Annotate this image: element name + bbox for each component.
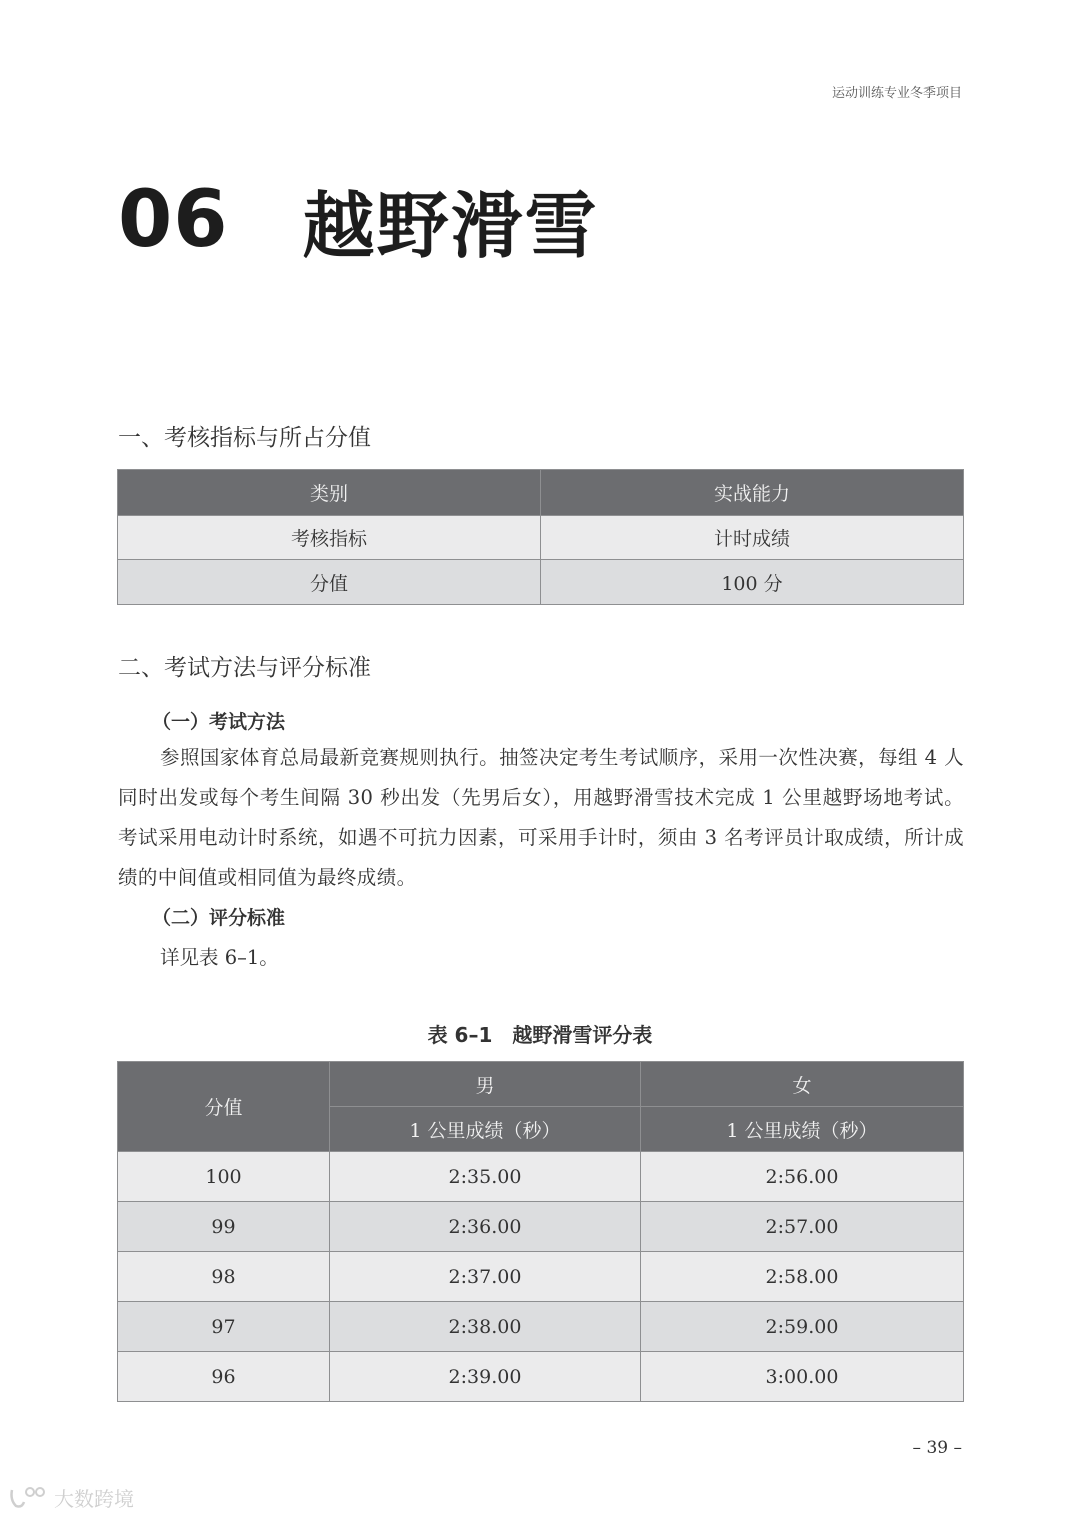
table-row: [118, 1252, 964, 1302]
header-female-1km: 1 公里成绩（秒）: [641, 1107, 964, 1152]
header-male: 男: [330, 1062, 641, 1107]
table-row: [118, 516, 964, 560]
header-score: 分值: [118, 1062, 330, 1152]
scoring-reference-text: 详见表 6–1。: [160, 946, 279, 969]
score-cell: 98: [118, 1252, 330, 1302]
section-heading-indicators: 一、考核指标与所占分值: [118, 425, 371, 451]
score-table: [117, 1061, 964, 1402]
watermark-text: 大数跨境: [54, 1487, 134, 1511]
section-heading-method: 二、考试方法与评分标准: [118, 655, 371, 681]
subheading-exam-method: （一）考试方法: [152, 711, 286, 733]
header-male-1km: 1 公里成绩（秒）: [330, 1107, 641, 1152]
watermark: [8, 1483, 134, 1512]
score-cell: 100: [118, 1152, 330, 1202]
male-time-cell: 2:35.00: [330, 1152, 641, 1202]
male-time-cell: 2:37.00: [330, 1252, 641, 1302]
table-row: [118, 1302, 964, 1352]
female-time-cell: 2:56.00: [641, 1152, 964, 1202]
table-row: [118, 560, 964, 605]
indicator-table: [117, 469, 964, 605]
chapter-title: [118, 168, 599, 272]
chapter-name: 越野滑雪: [302, 184, 599, 268]
score-cell: 96: [118, 1352, 330, 1402]
table-header-cell: 类别: [118, 470, 541, 516]
female-time-cell: 2:57.00: [641, 1202, 964, 1252]
male-time-cell: 2:39.00: [330, 1352, 641, 1402]
score-cell: 99: [118, 1202, 330, 1252]
table-row: [118, 1352, 964, 1402]
table-header-cell: 实战能力: [541, 470, 964, 516]
header-female: 女: [641, 1062, 964, 1107]
exam-method-paragraph: 参照国家体育总局最新竞赛规则执行。抽签决定考生考试顺序，采用一次性决赛，每组 4 人同时出发或每个考生间隔 30 秒出发（先男后女），用越野滑雪技术完成 1 公里越野场地考试。考试采用电动计时系统，如遇不可抗力因素，可采用手计时，须由 3 名考评员计取成绩，所计成绩的中间值或相同值为最终成绩。: [118, 746, 964, 889]
female-time-cell: 2:58.00: [641, 1252, 964, 1302]
chapter-number: 06: [118, 175, 229, 265]
table-cell: 计时成绩: [541, 516, 964, 560]
table-cell: 考核指标: [118, 516, 541, 560]
page-number: – 39 –: [912, 1438, 962, 1458]
score-cell: 97: [118, 1302, 330, 1352]
male-time-cell: 2:38.00: [330, 1302, 641, 1352]
table-caption: 表 6–1 越野滑雪评分表: [427, 1023, 653, 1047]
table-header-row: [118, 470, 964, 516]
subheading-scoring-standard: （二）评分标准: [152, 907, 286, 929]
running-header: 运动训练专业冬季项目: [831, 86, 962, 101]
table-row: [118, 1202, 964, 1252]
table-header-row: [118, 1062, 964, 1107]
table-row: [118, 1152, 964, 1202]
watermark-logo-icon: [8, 1486, 48, 1510]
female-time-cell: 2:59.00: [641, 1302, 964, 1352]
female-time-cell: 3:00.00: [641, 1352, 964, 1402]
male-time-cell: 2:36.00: [330, 1202, 641, 1252]
table-cell: 分值: [118, 560, 541, 605]
table-cell: 100 分: [541, 560, 964, 605]
